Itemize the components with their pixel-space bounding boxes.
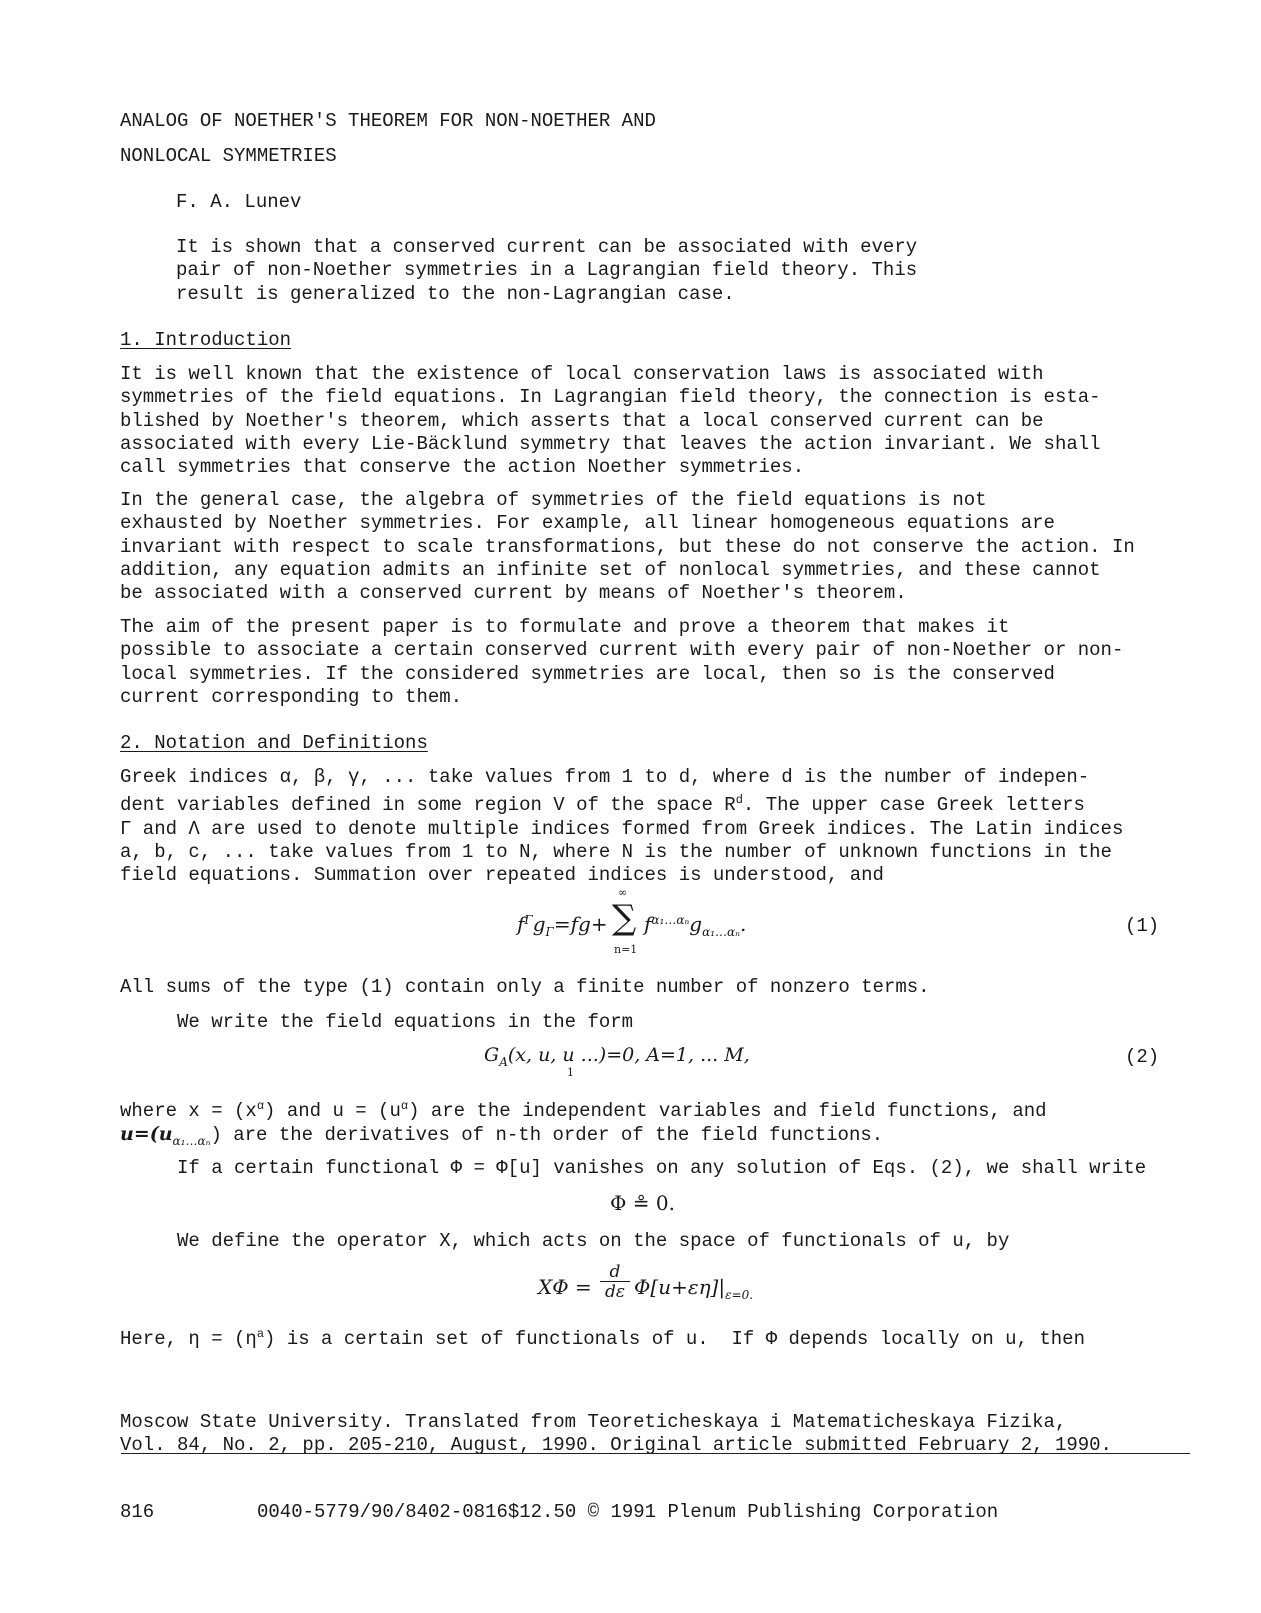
page-number: 816 <box>120 1501 155 1523</box>
eq1-g-sub: Γ <box>545 925 554 939</box>
define-line: We define the operator X, which acts on the space of functionals of u, by <box>120 1230 1010 1252</box>
notation-part-2: . The upper case Greek letters Γ and Λ are used to denote multiple indices formed from Greek indices. The Latin indices a, b, c, ... take values from 1 to N, where N is the number of unknown functions in the field equations. Summation over repeated indices is understood, and <box>120 794 1124 887</box>
here-a: Here, η = (η <box>120 1328 257 1350</box>
title-line-1: ANALOG OF NOETHER'S THEOREM FOR NON-NOETHER AND <box>120 110 656 132</box>
equation-2-number: (2) <box>1125 1046 1160 1068</box>
title-line-2: NONLOCAL SYMMETRIES <box>120 145 337 167</box>
where2-sub: α₁…αₙ <box>172 1134 211 1148</box>
eq1-term <box>644 912 746 939</box>
intro-paragraph-1: It is well known that the existence of local conservation laws is associated with symmetries of the field equations. In Lagrangian field theory, the connection is esta- blished by Noether's theorem, which asserts that a local conserved current can be associated with every Lie-Bäcklund symmetry that leaves the action invariant. We shall call symmetries that conserve the action Noether symmetries. <box>120 363 1101 479</box>
eq4-rhs: Φ[u+εη]| <box>634 1275 726 1299</box>
eq2-body: (x, u, u ...)=0, A=1, ... M, <box>507 1044 750 1066</box>
eq1-term-f: f <box>644 912 652 936</box>
where-b: ) and u = (u <box>264 1100 401 1122</box>
where-sup-2: α <box>400 1099 409 1113</box>
functional-line: If a certain functional Φ = Φ[u] vanishes on any solution of Eqs. (2), we shall write <box>120 1157 1147 1179</box>
operator-x-fraction <box>600 1263 630 1302</box>
eq1-f: f <box>517 912 525 936</box>
eq2-G-sub: A <box>499 1055 508 1069</box>
eq1-sum-top: ∞ <box>618 886 628 899</box>
where2-u: u=(u <box>120 1123 173 1145</box>
intro-paragraph-2: In the general case, the algebra of symmetries of the field equations is not exhausted by Noether symmetries. For example, all linear homogeneous equations are invariant with respect to scale transformations, but these do not conserve the action. In addition, any equation admits an infinite set of nonlocal symmetries, and these cannot be associated with a conserved current by means of Noether's theorem. <box>120 489 1135 605</box>
here-sup: a <box>256 1327 265 1341</box>
equation-weak-zero: Φ ≗ 0. <box>610 1191 675 1215</box>
operator-x-rhs <box>634 1275 753 1302</box>
here-line <box>120 1322 1085 1351</box>
equation-1 <box>517 912 608 939</box>
where-line-1 <box>120 1094 1047 1123</box>
notation-paragraph <box>120 766 1123 887</box>
eq1-sigma: ∑ <box>612 898 637 938</box>
copyright-line: 0040-5779/90/8402-0816$12.50 © 1991 Plenum Publishing Corporation <box>257 1501 999 1523</box>
where-sup-1: α <box>256 1099 265 1113</box>
notation-part-1: Greek indices α, β, γ, ... take values from 1 to d, where d is the number of indepen- dent variables defined in some region V of the space R <box>120 766 1090 817</box>
eq1-term-sup: α₁…αₙ <box>651 913 690 927</box>
space-dimension-sup: d <box>735 793 743 808</box>
here-b: ) is a certain set of functionals of u. If Φ depends locally on u, then <box>264 1328 1085 1350</box>
eq1-eq: =fg+ <box>553 912 608 936</box>
fraction-numerator: d <box>609 1262 621 1282</box>
eq1-end: . <box>740 912 747 936</box>
where2-rest: ) are the derivatives of n-th order of the field functions. <box>210 1124 884 1146</box>
eq1-f-sup: Γ <box>524 913 533 927</box>
footnote: Moscow State University. Translated from Teoreticheskaya i Matematicheskaya Fizika, Vol. 84, No. 2, pp. 205-210, August, 1990. Original article submitted February 2, 1990. <box>120 1411 1112 1457</box>
where-a: where x = (x <box>120 1100 257 1122</box>
eq1-term-g: g <box>689 912 703 936</box>
write-form-line: We write the field equations in the form <box>120 1011 634 1033</box>
eq1-g: g <box>532 912 546 936</box>
equation-1-number: (1) <box>1125 915 1160 937</box>
eq2-G: G <box>484 1044 500 1066</box>
eq2-derivative-order: 1 <box>567 1066 574 1079</box>
section-1-heading: 1. Introduction <box>120 329 292 351</box>
eq1-sum-bottom: n=1 <box>614 943 638 956</box>
eq1-term-sub: α₁…αₙ <box>702 925 740 939</box>
eq4-rhs-sub: ε=0. <box>725 1288 754 1302</box>
fraction-denominator: dε <box>604 1282 625 1302</box>
where-line-2 <box>120 1122 883 1153</box>
section-2-heading: 2. Notation and Definitions <box>120 732 428 754</box>
abstract: It is shown that a conserved current can be associated with every pair of non-Noether symmetries in a Lagrangian field theory. This result is generalized to the non-Lagrangian case. <box>176 236 918 305</box>
equation-2 <box>484 1044 750 1069</box>
intro-paragraph-3: The aim of the present paper is to formulate and prove a theorem that makes it possible to associate a certain conserved current with every pair of non-Noether or non- local symmetries. If the considered symmetries are local, then so is the conserved current corresponding to them. <box>120 616 1124 708</box>
operator-x-lhs: XΦ = <box>538 1275 592 1299</box>
where-c: ) are the independent variables and field functions, and <box>408 1100 1047 1122</box>
after-equation-1: All sums of the type (1) contain only a finite number of nonzero terms. <box>120 976 930 998</box>
author: F. A. Lunev <box>176 191 302 213</box>
